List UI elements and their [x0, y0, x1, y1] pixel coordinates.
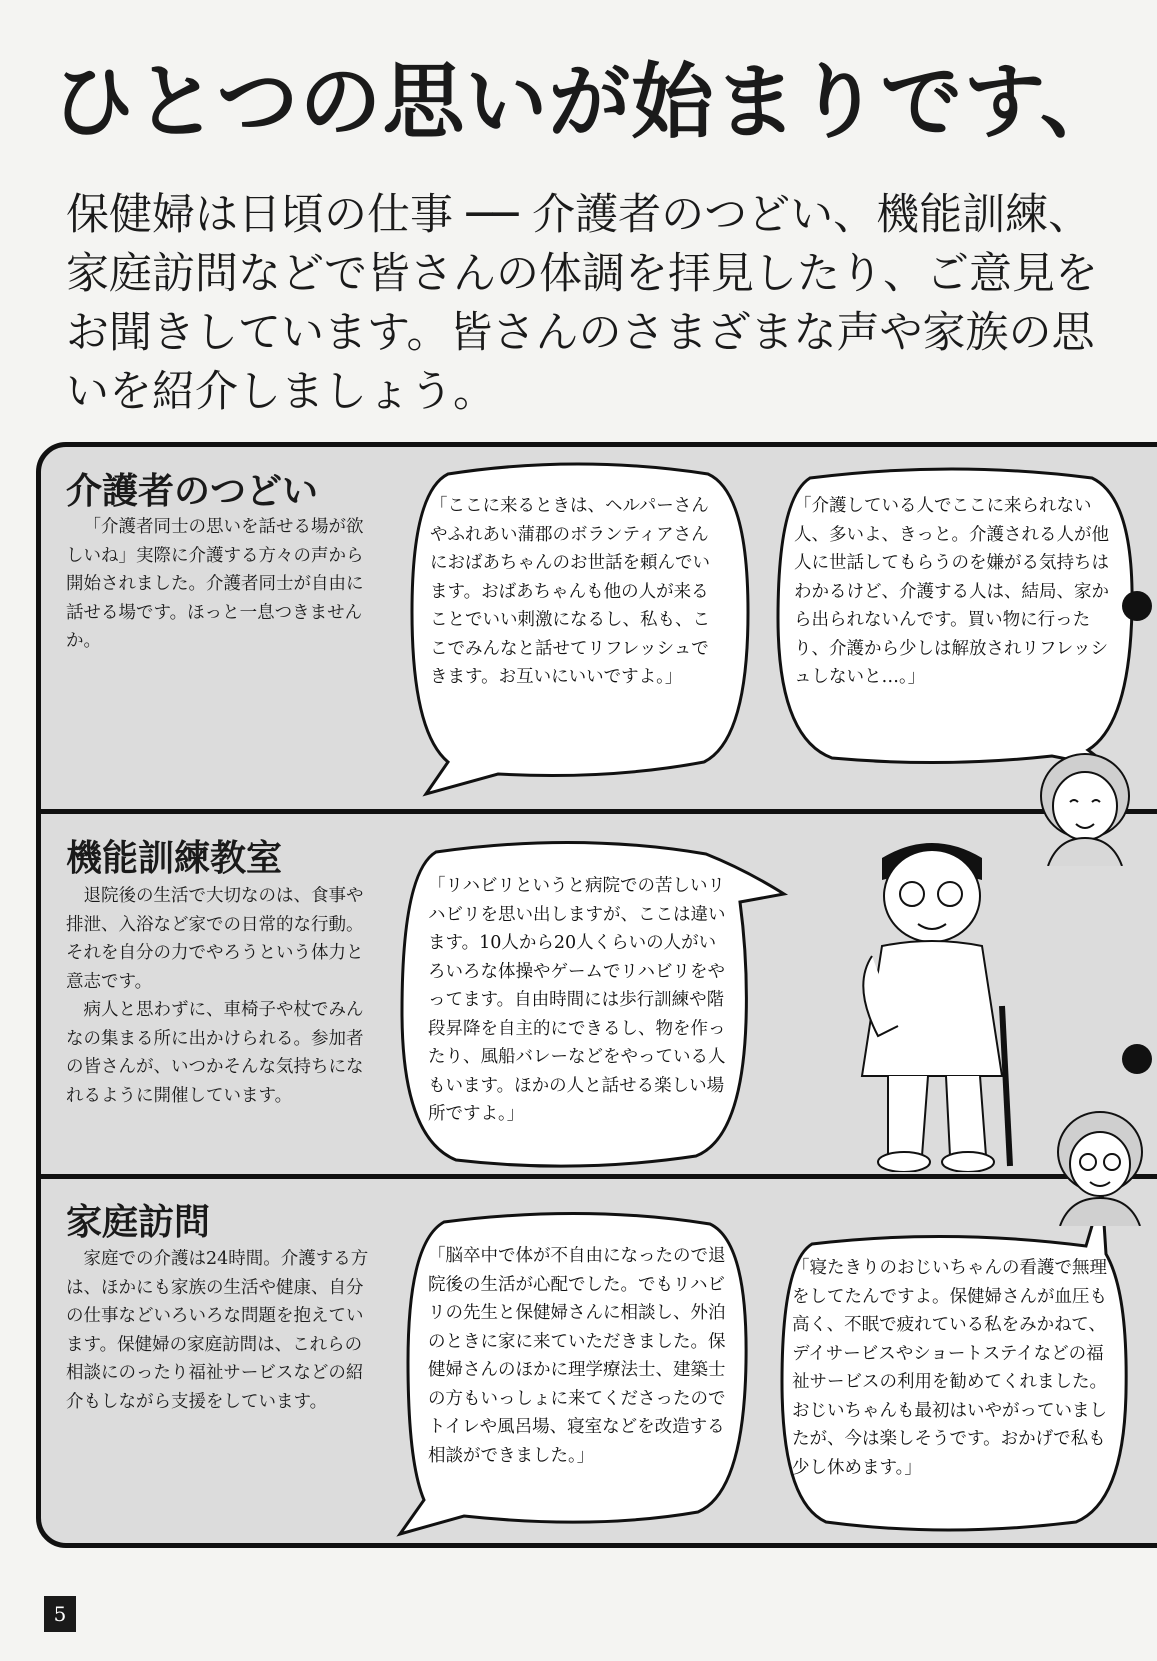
- section-divider: [36, 1174, 1157, 1179]
- speech-bubble: [408, 462, 748, 786]
- page-headline: ひとつの思いが始まりです、: [52, 55, 1123, 150]
- binding-hole: [1122, 1044, 1152, 1074]
- speech-bubble: [404, 1212, 748, 1534]
- lead-paragraph: 保健婦は日頃の仕事 ── 介護者のつどい、機能訓練、家庭訪問などで皆さんの体調を拝見したり、ご意見をお聞きしています。皆さんのさまざまな声や家族の思いを紹介しましょう。: [66, 190, 1098, 417]
- elderly-woman-illustration: [1050, 1106, 1150, 1226]
- section-divider: [36, 809, 1157, 814]
- bubble-text: 「ここに来るときは、ヘルパーさんやふれあい蒲郡のボランティアさんにおばあちゃんのお世話を頼んでいます。おばあちゃんも他の人が来ることでいい刺激になるし、私も、ここでみんなと話せてリフレッシュできます。お互いにいいですよ。」: [430, 496, 710, 687]
- speech-bubble: [396, 842, 748, 1172]
- bubble-text: 「寝たきりのおじいちゃんの看護で無理をしてたんですよ。保健婦さんが血圧も高く、不眠で疲れている私をみかねて、デイサービスやショートステイなどの福祉サービスの利用を勧めてくれました。おじいちゃんも最初はいやがっていましたが、今は楽しそうです。おかげで私も少し休めます。」: [792, 1258, 1107, 1478]
- binding-hole: [1122, 591, 1152, 621]
- section-title-kaigosha: 介護者のつどい: [66, 471, 319, 512]
- bubble-text: 「介護している人でここに来られない人、多いよ、きっと。介護される人が他人に世話してもらうのを嫌がる気持ちはわかるけど、介護する人は、結局、家から出られないんです。買い物に行ったり、介護から少しは解放されリフレッシュしないと…。」: [794, 496, 1109, 687]
- section-title-katei: 家庭訪問: [66, 1202, 211, 1243]
- bubble-text: 「リハビリというと病院での苦しいリハビリを思い出しますが、ここは違います。10人から20人くらいの人がいろいろな体操やゲームでリハビリをやってます。自由時間には歩行訓練や階段昇降を自主的にできるし、物を作ったり、風船バレーなどをやっている人もいます。ほかの人と話せる楽しい場所ですよ。」: [428, 876, 726, 1124]
- section-body-katei: 家庭での介護は24時間。介護する方は、ほかにも家族の生活や健康、自分の仕事などいろいろな問題を抱えています。保健婦の家庭訪問は、これらの相談にのったり福祉サービスなどの紹介もしながら支援をしています。: [66, 1249, 369, 1412]
- speech-bubble: [772, 468, 1134, 768]
- grandmother-illustration: [1030, 746, 1140, 866]
- elderly-man-illustration: [842, 836, 1032, 1172]
- section-body-kinou-1: 退院後の生活で大切なのは、食事や排泄、入浴など家での日常的な行動。それを自分の力でやろうという体力と意志です。: [66, 886, 364, 992]
- speech-bubble: [776, 1232, 1130, 1530]
- section-title-kinou: 機能訓練教室: [66, 838, 283, 879]
- page-number: 5: [44, 1596, 76, 1632]
- section-body-kaigosha: 「介護者同士の思いを話せる場が欲しいね」実際に介護する方々の声から開始されました。介護者同士が自由に話せる場です。ほっと一息つきませんか。: [66, 517, 364, 651]
- bubble-text: 「脳卒中で体が不自由になったので退院後の生活が心配でした。でもリハビリの先生と保健婦さんに相談し、外泊のときに家に来ていただきました。保健婦さんのほかに理学療法士、建築士の方もいっしょに来てくださったのでトイレや風呂場、寝室などを改造する相談ができました。」: [428, 1246, 726, 1466]
- section-body-kinou-2: 病人と思わずに、車椅子や杖でみんなの集まる所に出かけられる。参加者の皆さんが、いつかそんな気持ちになれるように開催しています。: [66, 1000, 364, 1106]
